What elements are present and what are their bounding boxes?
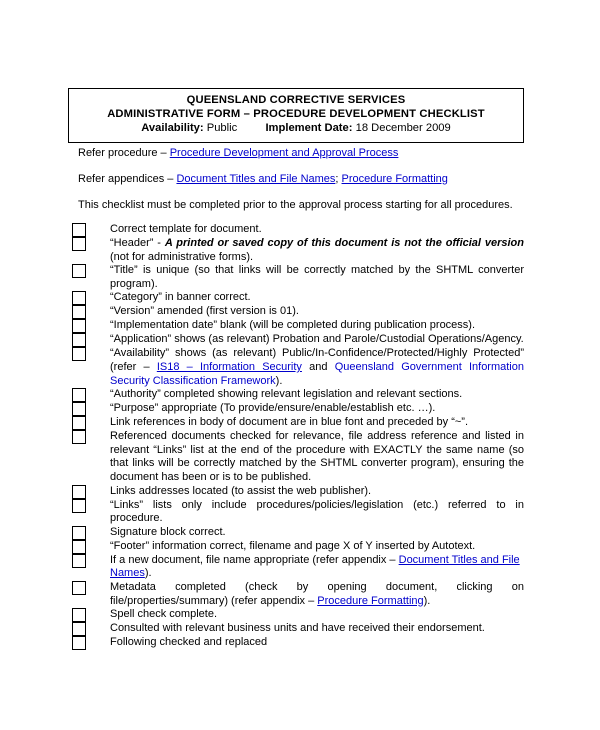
checkbox-item-16[interactable] [72, 540, 86, 554]
checklist-item-14-text: “Links” lists only include procedures/policies/legislation (etc.) referred to in procedure. [110, 498, 524, 525]
checkbox-cell [68, 622, 110, 636]
checklist-item-18-text [110, 581, 524, 608]
item-8-suffix: ). [275, 374, 283, 387]
text-qld-government-information-security-classification-framework: Queensland Government Information Security Classification Framework [110, 360, 524, 387]
checkbox-item-3[interactable] [72, 264, 86, 278]
item-18-suffix: ). [423, 594, 431, 607]
checkbox-item-21[interactable] [72, 636, 86, 650]
checkbox-item-8[interactable] [72, 347, 86, 361]
checklist-row [68, 223, 524, 237]
checkbox-item-10[interactable] [72, 402, 86, 416]
banner-title-form: ADMINISTRATIVE FORM – PROCEDURE DEVELOPMENT CHECKLIST [107, 107, 485, 120]
checkbox-item-11[interactable] [72, 416, 86, 430]
checkbox-cell [68, 485, 110, 499]
checkbox-cell [68, 430, 110, 444]
checkbox-cell [68, 388, 110, 402]
checklist-row [68, 636, 524, 650]
refer-appendices-line [78, 173, 524, 187]
checklist-row [68, 485, 524, 499]
checkbox-cell [68, 416, 110, 430]
checklist-item-19-text: Spell check complete. [110, 608, 217, 621]
availability-value: Public [206, 122, 238, 135]
checklist-row [68, 526, 524, 540]
checklist-row [68, 416, 524, 430]
checklist-row [68, 264, 524, 291]
link-document-titles-and-file-names-appendix[interactable]: Document Titles and File Names [110, 553, 520, 580]
checklist-row [68, 430, 524, 484]
checklist-row [68, 237, 524, 264]
link-procedure-development-and-approval-process[interactable]: Procedure Development and Approval Process [169, 147, 399, 159]
implement-date-label: Implement Date: [265, 122, 353, 135]
checklist-item-3-text: “Title” is unique (so that links will be correctly matched by the SHTML converter program). [110, 264, 524, 290]
checkbox-cell [68, 333, 110, 347]
checklist-item-16-text: “Footer” information correct, filename and page X of Y inserted by Autotext. [110, 539, 476, 552]
checklist-item-5-text: “Version” amended (first version is 01). [110, 305, 299, 318]
checklist-item-9-text: “Authority” completed showing relevant legislation and relevant sections. [110, 388, 463, 401]
checklist-row [68, 305, 524, 319]
item-2-suffix: (not for administrative forms). [110, 250, 254, 263]
refer-appendices-prefix: Refer appendices – [78, 173, 177, 185]
checklist-item-7-text: “Application” shows (as relevant) Probation and Parole/Custodial Operations/Agency. [110, 333, 524, 346]
checkbox-cell [68, 237, 110, 251]
checklist-row [68, 333, 524, 347]
checklist-item-2-text [110, 237, 524, 264]
availability-label: Availability: [141, 122, 204, 135]
checkbox-item-2[interactable] [72, 237, 86, 251]
item-2-emphasis: A printed or saved copy of this document is not the official version [164, 237, 524, 249]
checkbox-cell [68, 526, 110, 540]
checkbox-item-6[interactable] [72, 319, 86, 333]
item-17-prefix: If a new document, file name appropriate (refer appendix – [110, 553, 399, 566]
checklist-row [68, 499, 524, 526]
checkbox-item-19[interactable] [72, 608, 86, 622]
link-document-titles-and-file-names[interactable]: Document Titles and File Names [176, 173, 336, 185]
banner-meta-row [75, 121, 517, 136]
checkbox-cell [68, 223, 110, 237]
link-procedure-formatting-appendix[interactable]: Procedure Formatting [317, 594, 424, 607]
checklist-item-21-text: Following checked and replaced [110, 636, 268, 649]
checklist-item-1-text: Correct template for document. [110, 223, 262, 235]
checkbox-cell [68, 608, 110, 622]
checklist-item-6-text: “Implementation date” blank (will be completed during publication process). [110, 319, 476, 332]
checkbox-item-14[interactable] [72, 499, 86, 513]
checklist-row [68, 540, 524, 554]
item-2-prefix: “Header” - [110, 237, 165, 249]
checkbox-cell [68, 554, 110, 568]
checklist-row [68, 402, 524, 416]
checklist-item-12-text: Referenced documents checked for relevance, file address reference and listed in relevant “Links” list at the end of the procedure with EXACTLY the same name (so that links will be correctly matched by the SHTML converter program), ensuring the document has been or is to be published. [110, 430, 524, 483]
implement-date-value: 18 December 2009 [355, 122, 451, 135]
item-8-middle: and [301, 360, 335, 373]
checklist-row [68, 347, 524, 388]
checklist-instruction: This checklist must be completed prior to the approval process starting for all procedures. [78, 199, 513, 211]
item-17-suffix: ). [144, 567, 152, 580]
checkbox-item-7[interactable] [72, 333, 86, 347]
checklist-item-15-text: Signature block correct. [110, 525, 226, 538]
checkbox-item-12[interactable] [72, 430, 86, 444]
checklist-row [68, 608, 524, 622]
checklist-item-17-text [110, 554, 524, 581]
refer-procedure-line [78, 147, 524, 161]
checkbox-item-20[interactable] [72, 622, 86, 636]
checkbox-cell [68, 540, 110, 554]
checkbox-cell [68, 499, 110, 513]
link-procedure-formatting[interactable]: Procedure Formatting [341, 173, 448, 185]
checkbox-item-17[interactable] [72, 554, 86, 568]
checklist-row [68, 291, 524, 305]
checklist-item-11-text: Link references in body of document are in blue font and preceded by “~”. [110, 416, 469, 429]
checkbox-cell [68, 305, 110, 319]
checkbox-item-15[interactable] [72, 526, 86, 540]
checkbox-cell [68, 581, 110, 595]
checkbox-item-5[interactable] [72, 305, 86, 319]
checkbox-cell [68, 347, 110, 361]
checklist-item-13-text: Links addresses located (to assist the web publisher). [110, 484, 372, 497]
checklist-item-4-text: “Category” in banner correct. [110, 291, 251, 304]
item-18-prefix: Metadata completed (check by opening document, clicking on file/properties/summary) (refer appendix – [110, 580, 524, 607]
checkbox-cell [68, 636, 110, 650]
banner-title-organisation: QUEENSLAND CORRECTIVE SERVICES [186, 94, 406, 106]
checklist-row [68, 388, 524, 402]
refer-procedure-prefix: Refer procedure – [78, 147, 170, 159]
checklist-item-10-text: “Purpose” appropriate (To provide/ensure/enable/establish etc. …). [110, 402, 436, 415]
checklist-row [68, 319, 524, 333]
item-8-prefix: “Availability” shows (as relevant) Public/In-Confidence/Protected/Highly Protected” (refer – [110, 347, 524, 373]
checklist [68, 223, 524, 650]
checkbox-item-1[interactable] [72, 223, 86, 237]
link-is18-information-security[interactable]: IS18 – Information Security [156, 360, 302, 373]
header-banner [68, 88, 524, 143]
checkbox-item-9[interactable] [72, 388, 86, 402]
checkbox-cell [68, 291, 110, 305]
checkbox-item-4[interactable] [72, 291, 86, 305]
checkbox-cell [68, 264, 110, 278]
checklist-item-8-text [110, 347, 524, 388]
checklist-row [68, 622, 524, 636]
checkbox-item-18[interactable] [72, 581, 86, 595]
checkbox-item-13[interactable] [72, 485, 86, 499]
checkbox-cell [68, 319, 110, 333]
checklist-row [68, 581, 524, 608]
checklist-item-20-text: Consulted with relevant business units and have received their endorsement. [110, 622, 485, 635]
refer-appendices-separator: ; [335, 173, 342, 185]
checkbox-cell [68, 402, 110, 416]
checklist-row [68, 554, 524, 581]
